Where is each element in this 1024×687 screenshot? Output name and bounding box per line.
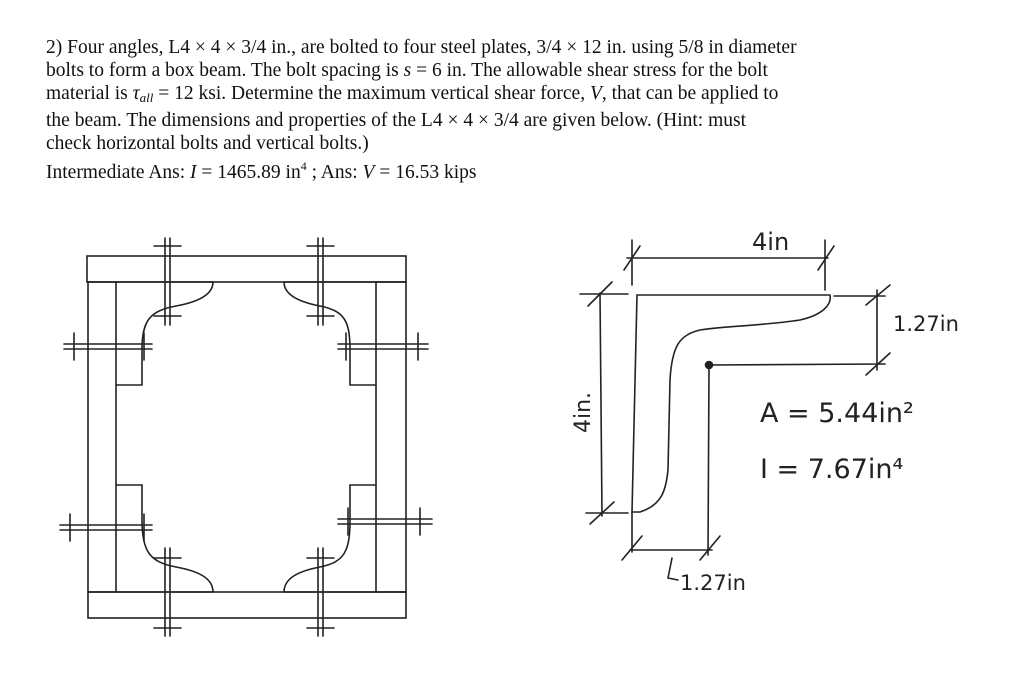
height-dimension-line	[600, 293, 602, 516]
problem-line-1: 2) Four angles, L4 × 4 × 3/4 in., are bolted to four steel plates, 3/4 × 12 in. using 5/8 in diameter	[46, 37, 797, 58]
horizontal-bolt-left-top	[64, 333, 152, 360]
bottom-plate	[88, 592, 406, 618]
angle-bottom-right	[284, 485, 376, 592]
web-dimension-ticks	[622, 536, 720, 560]
width-label: 4in	[752, 228, 790, 256]
box-beam-cross-section	[60, 238, 432, 636]
centroid-reference-line	[709, 364, 885, 365]
horizontal-bolt-left-bottom	[60, 514, 152, 541]
height-label: 4in.	[571, 391, 596, 433]
right-plate	[376, 282, 406, 592]
web-thickness-label: 1.27in	[680, 571, 746, 595]
left-plate	[88, 282, 116, 592]
problem-line-2: bolts to form a box beam. The bolt spacing is s = 6 in. The allowable shear stress for the bolt	[46, 60, 768, 81]
horizontal-bolt-right-top	[338, 333, 428, 360]
flange-thickness-label: 1.27in	[893, 312, 959, 336]
area-label: A = 5.44in²	[760, 398, 914, 429]
web-label-bracket	[668, 558, 678, 580]
centroid-vertical-line	[708, 368, 709, 555]
problem-line-5: check horizontal bolts and vertical bolts.)	[46, 133, 369, 154]
problem-line-4: the beam. The dimensions and properties of the L4 × 4 × 3/4 are given below. (Hint: must	[46, 110, 747, 131]
answer-line: Intermediate Ans: I = 1465.89 $in^4$ ; Ans: V = 16.53 kips	[46, 159, 477, 183]
flange-dimension-ticks	[866, 285, 890, 375]
angle-top-right	[284, 282, 376, 385]
horizontal-bolt-right-bottom	[338, 508, 432, 535]
top-plate	[87, 256, 406, 282]
inertia-label: I = 7.67in⁴	[760, 454, 904, 485]
angle-section-sketch	[571, 228, 959, 595]
problem-line-3: material is $\tau_{all} = 12$ ksi. Determine the maximum vertical shear force, V, that can be applied to	[46, 83, 779, 105]
